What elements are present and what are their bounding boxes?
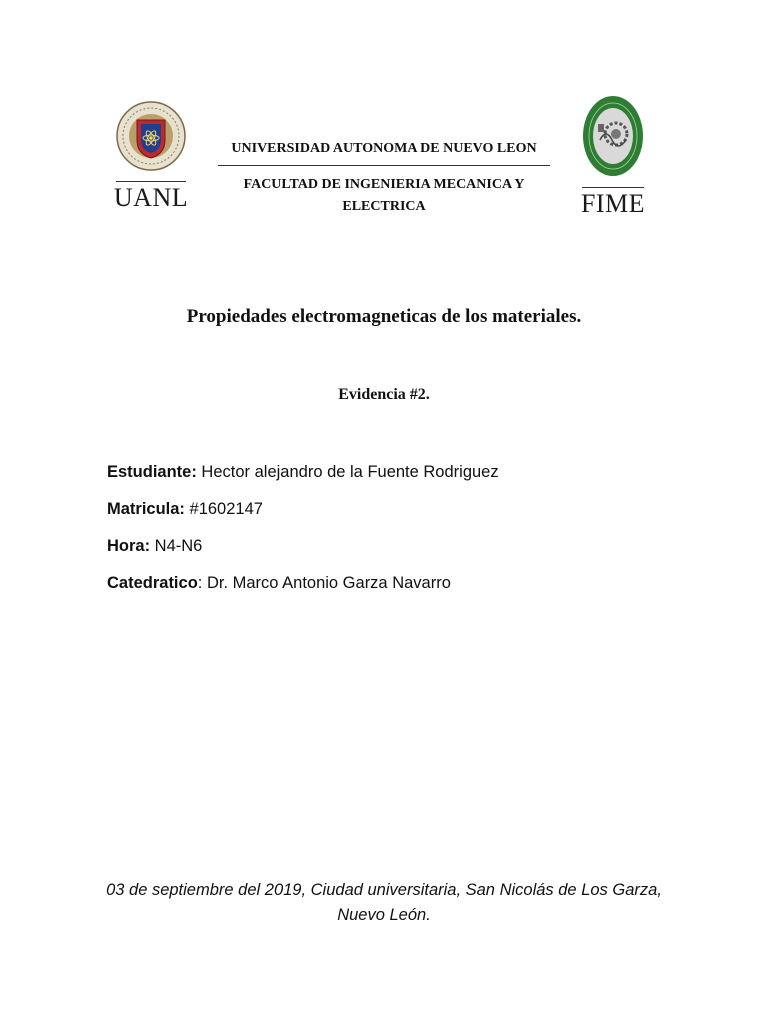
hour-label: Hora:: [107, 537, 151, 555]
fime-logo-rule: [582, 187, 644, 188]
faculty-name: FACULTAD DE INGENIERIA MECANICA Y ELECTRICA: [243, 177, 525, 214]
university-name: UNIVERSIDAD AUTONOMA DE NUEVO LEON: [231, 141, 537, 156]
student-row: [107, 463, 499, 482]
uanl-logo-rule: [116, 181, 186, 182]
uanl-wordmark: UANL: [113, 183, 189, 212]
fime-seal-icon: [578, 94, 648, 178]
teacher-label: Catedratico: [107, 574, 198, 592]
fime-logo: [578, 94, 648, 218]
uanl-logo: [112, 100, 190, 212]
header-divider: [218, 165, 550, 166]
hour-value: N4-N6: [150, 537, 203, 555]
date-place-footer: 03 de septiembre del 2019, Ciudad universitaria, San Nicolás de Los Garza, Nuevo León.: [106, 881, 662, 924]
uanl-seal-icon: [112, 100, 190, 172]
document-title: Propiedades electromagneticas de los materiales.: [186, 306, 582, 327]
id-value: #1602147: [184, 500, 263, 518]
teacher-value: : Dr. Marco Antonio Garza Navarro: [197, 574, 451, 592]
evidence-label: Evidencia #2.: [338, 386, 430, 403]
student-label: Estudiante:: [107, 463, 197, 481]
id-label: Matricula:: [107, 500, 185, 518]
id-row: [107, 500, 263, 519]
fime-wordmark: FIME: [580, 189, 646, 218]
student-value: Hector alejandro de la Fuente Rodriguez: [196, 463, 499, 481]
teacher-row: [107, 574, 451, 593]
hour-row: [107, 537, 202, 556]
